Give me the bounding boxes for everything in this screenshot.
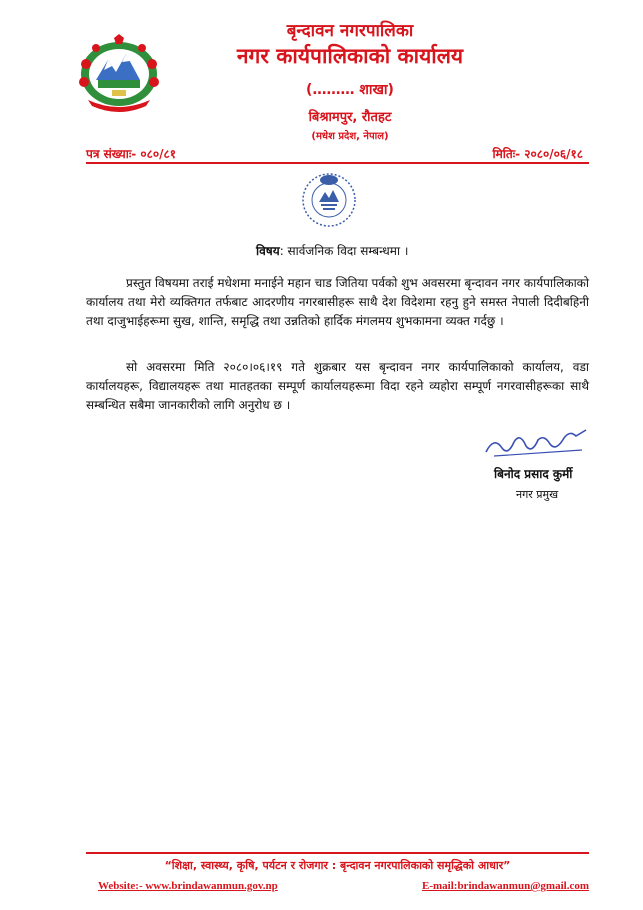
email-link[interactable]: E-mail:brindawanmun@gmail.com — [422, 880, 589, 892]
website-link[interactable]: Website:- www.brindawanmun.gov.np — [98, 880, 278, 892]
footer-motto: “शिक्षा, स्वास्थ्य, कृषि, पर्यटन र रोजगार : बृन्दावन नगरपालिकाको समृद्धिको आधार” — [164, 859, 511, 872]
subject-line — [256, 242, 408, 259]
province-line: (मधेश प्रदेश, नेपाल) — [311, 131, 389, 142]
letter-reference-number: पत्र संख्याः- ०८०/८१ — [86, 147, 176, 161]
signatory-title: नगर प्रमुख — [516, 488, 559, 501]
header-divider — [86, 162, 589, 164]
branch-name: (……… शाखा) — [306, 82, 394, 98]
signatory-name: बिनोद प्रसाद कुर्मी — [494, 467, 573, 481]
subject-text: : सार्वजनिक विदा सम्बन्धमा । — [279, 244, 409, 258]
municipality-name: बृन्दावन नगरपालिका — [286, 21, 414, 41]
office-name: नगर कार्यपालिकाको कार्यालय — [236, 44, 464, 68]
body-paragraph: सो अवसरमा मिति २०८०।०६।१९ गते शुक्रबार यस बृन्दावन नगर कार्यपालिकाको कार्यालय, वडा कार्यालयहरू, विद्यालयहरू तथा मातहतका सम्पूर्ण कार्यालयहरूमा विदा रहने व्यहोरा सम्पूर्ण नगरवासीहरूका साथै सम्बन्धित सबैमा जानकारीको लागि अनुरोध छ । — [86, 360, 589, 412]
subject-label: विषय — [256, 244, 280, 258]
body-paragraph: प्रस्तुत विषयमा तराई मधेशमा मनाईने महान चाड जितिया पर्वको शुभ अवसरमा बृन्दावन नगर कार्यपालिकाको कार्यालय तथा मेरो व्यक्तिगत तर्फबाट आदरणीय नगरबासीहरू साथै देश विदेशमा रहनु हुने समस्त नेपाली दिदीबहिनी तथा दाजुभाईहरूमा सुख, शान्ति, समृद्धि तथा उन्नतिको हार्दिक मंगलमय शुभकामना व्यक्त गर्दछु । — [86, 276, 589, 328]
office-address: बिश्रामपुर, रौतहट — [308, 110, 392, 125]
nepal-emblem-icon — [74, 34, 164, 114]
footer-divider — [86, 852, 589, 854]
municipality-seal-icon — [297, 168, 361, 232]
letter-date: मितिः- २०८०/०६/१८ — [492, 147, 583, 161]
handwritten-signature — [484, 426, 589, 460]
